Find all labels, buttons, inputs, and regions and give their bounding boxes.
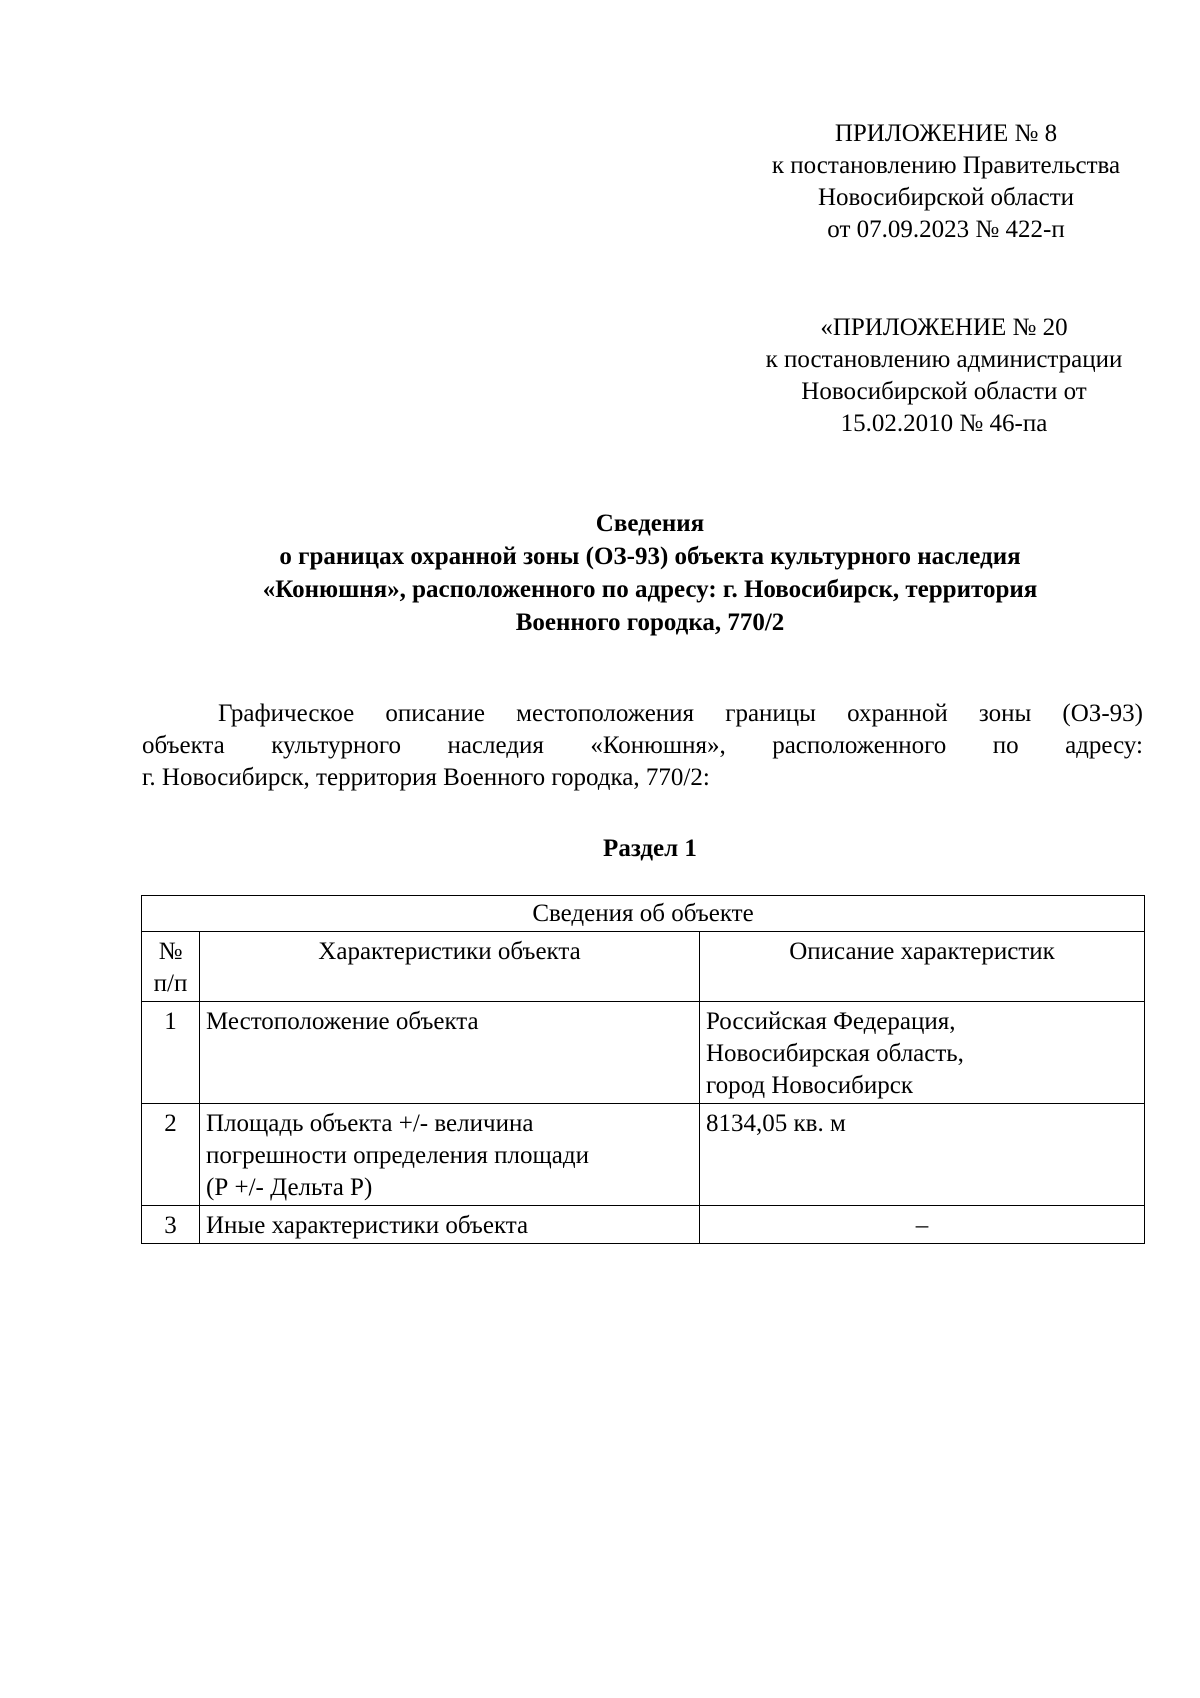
header-num-line: п/п: [153, 970, 188, 997]
cell-line: –: [915, 1212, 929, 1239]
table-row: [142, 1002, 1145, 1104]
intro-line: Графическое описание местоположения границы охранной зоны (ОЗ-93): [218, 700, 1143, 727]
row-description: [700, 1104, 1145, 1206]
cell-line: 8134,05 кв. м: [706, 1110, 846, 1137]
table-row: [142, 1206, 1145, 1244]
header-description: Описание характеристик: [700, 932, 1145, 1002]
appendix-8-line: от 07.09.2023 № 422-п: [827, 216, 1065, 243]
cell-line: Новосибирская область,: [706, 1040, 964, 1067]
intro-line: объекта культурного наследия «Конюшня», расположенного по адресу:: [142, 732, 1143, 759]
appendix-8-line: к постановлению Правительства: [771, 152, 1121, 179]
section-heading: Раздел 1: [603, 835, 697, 862]
appendix-20-line: Новосибирской области от: [801, 378, 1087, 405]
intro-paragraph: [142, 698, 1143, 794]
table-row: [142, 1104, 1145, 1206]
intro-line: г. Новосибирск, территория Военного городка, 770/2:: [142, 764, 710, 791]
appendix-20-line: «ПРИЛОЖЕНИЕ № 20: [820, 314, 1068, 341]
title-line: Сведения: [595, 510, 705, 537]
title-line: о границах охранной зоны (ОЗ-93) объекта культурного наследия: [279, 543, 1021, 570]
row-num: 2: [142, 1104, 200, 1206]
cell-line: Площадь объекта +/- величина: [206, 1110, 534, 1137]
header-num-line: №: [158, 938, 183, 965]
title-line: «Конюшня», расположенного по адресу: г. Новосибирск, территория: [262, 576, 1038, 603]
row-characteristic: [200, 1104, 700, 1206]
row-description: [700, 1206, 1145, 1244]
appendix-20-line: к постановлению администрации: [765, 346, 1123, 373]
row-characteristic: [200, 1002, 700, 1104]
cell-line: город Новосибирск: [706, 1072, 914, 1099]
table-caption-row: [142, 896, 1145, 932]
cell-line: Местоположение объекта: [206, 1008, 479, 1035]
appendix-8-line: Новосибирской области: [817, 184, 1075, 211]
document-title: [130, 507, 1170, 639]
cell-line: погрешности определения площади: [206, 1142, 589, 1169]
row-num: 3: [142, 1206, 200, 1244]
cell-line: Российская Федерация,: [706, 1008, 956, 1035]
header-characteristic: Характеристики объекта: [200, 932, 700, 1002]
appendix-8-line: ПРИЛОЖЕНИЕ № 8: [834, 120, 1058, 147]
appendix-8-header: [736, 118, 1156, 246]
cell-line: Иные характеристики объекта: [206, 1212, 529, 1239]
object-info-table: [141, 895, 1145, 1244]
row-num: 1: [142, 1002, 200, 1104]
appendix-20-header: [728, 312, 1160, 440]
header-num: [142, 932, 200, 1002]
table-header-row: [142, 932, 1145, 1002]
cell-line: (Р +/- Дельта Р): [206, 1174, 373, 1201]
row-description: [700, 1002, 1145, 1104]
appendix-20-line: 15.02.2010 № 46-па: [840, 410, 1048, 437]
title-line: Военного городка, 770/2: [515, 609, 785, 636]
table-caption: Сведения об объекте: [142, 896, 1145, 932]
row-characteristic: [200, 1206, 700, 1244]
